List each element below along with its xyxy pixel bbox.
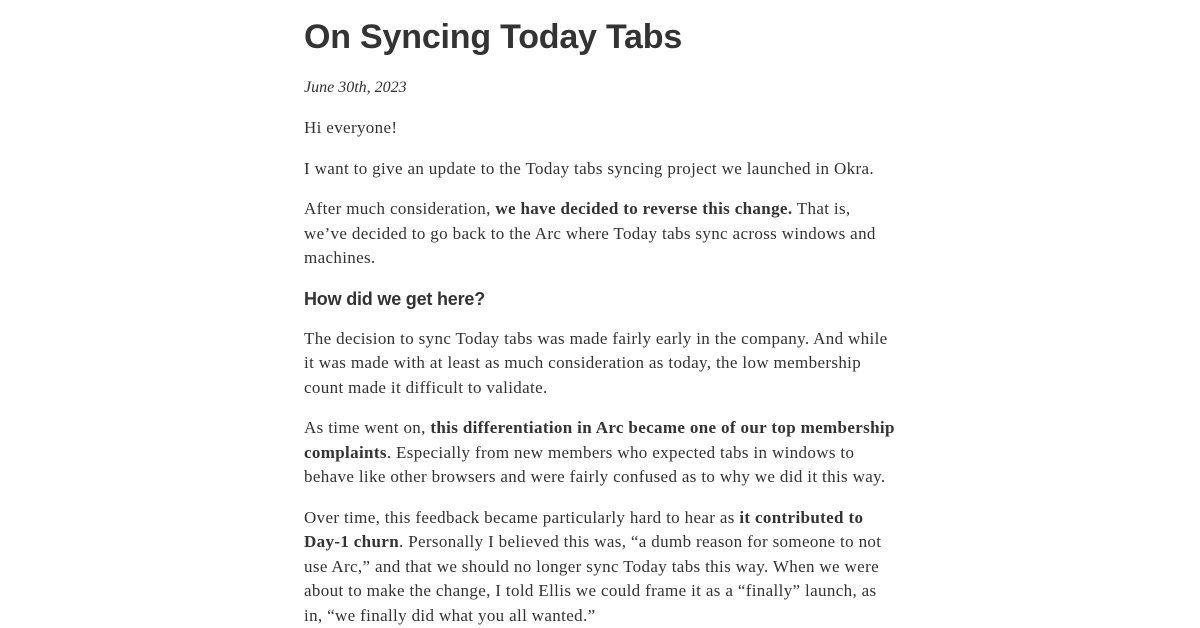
article-date: June 30th, 2023 bbox=[304, 76, 896, 100]
decision-paragraph bbox=[304, 197, 896, 271]
churn-text-end: . Personally I believed this was, “a dumb reason for someone to not use Arc,” and that we should no longer sync Today tabs this way. When we were about to make the change, I told Ellis we could frame it as a “finally” launch, as in, “we finally did what you all wanted.” bbox=[304, 532, 881, 625]
complaints-paragraph bbox=[304, 416, 896, 490]
churn-paragraph bbox=[304, 506, 896, 628]
decision-text-end: That is, we’ve decided to go back to the Arc where Today tabs sync across windows and machines. bbox=[304, 199, 876, 267]
complaints-text-end: . Especially from new members who expected tabs in windows to behave like other browsers and were fairly confused as to why we did it this way. bbox=[304, 443, 885, 487]
complaints-text-start: As time went on, bbox=[304, 418, 430, 437]
decision-text-start: After much consideration, bbox=[304, 199, 495, 218]
churn-emphasis: it contributed to Day-1 churn bbox=[304, 508, 863, 552]
greeting-paragraph: Hi everyone! bbox=[304, 116, 896, 141]
section-heading: How did we get here? bbox=[304, 287, 896, 311]
history-paragraph: The decision to sync Today tabs was made fairly early in the company. And while it was made with at least as much consideration as today, the low membership count made it difficult to validate. bbox=[304, 327, 896, 401]
decision-emphasis: we have decided to reverse this change. bbox=[495, 199, 792, 218]
article bbox=[304, 0, 896, 628]
article-title: On Syncing Today Tabs bbox=[304, 17, 896, 57]
intro-paragraph: I want to give an update to the Today tabs syncing project we launched in Okra. bbox=[304, 157, 896, 182]
complaints-emphasis: this differentiation in Arc became one of our top membership complaints bbox=[304, 418, 895, 462]
churn-text-start: Over time, this feedback became particularly hard to hear as bbox=[304, 508, 739, 527]
